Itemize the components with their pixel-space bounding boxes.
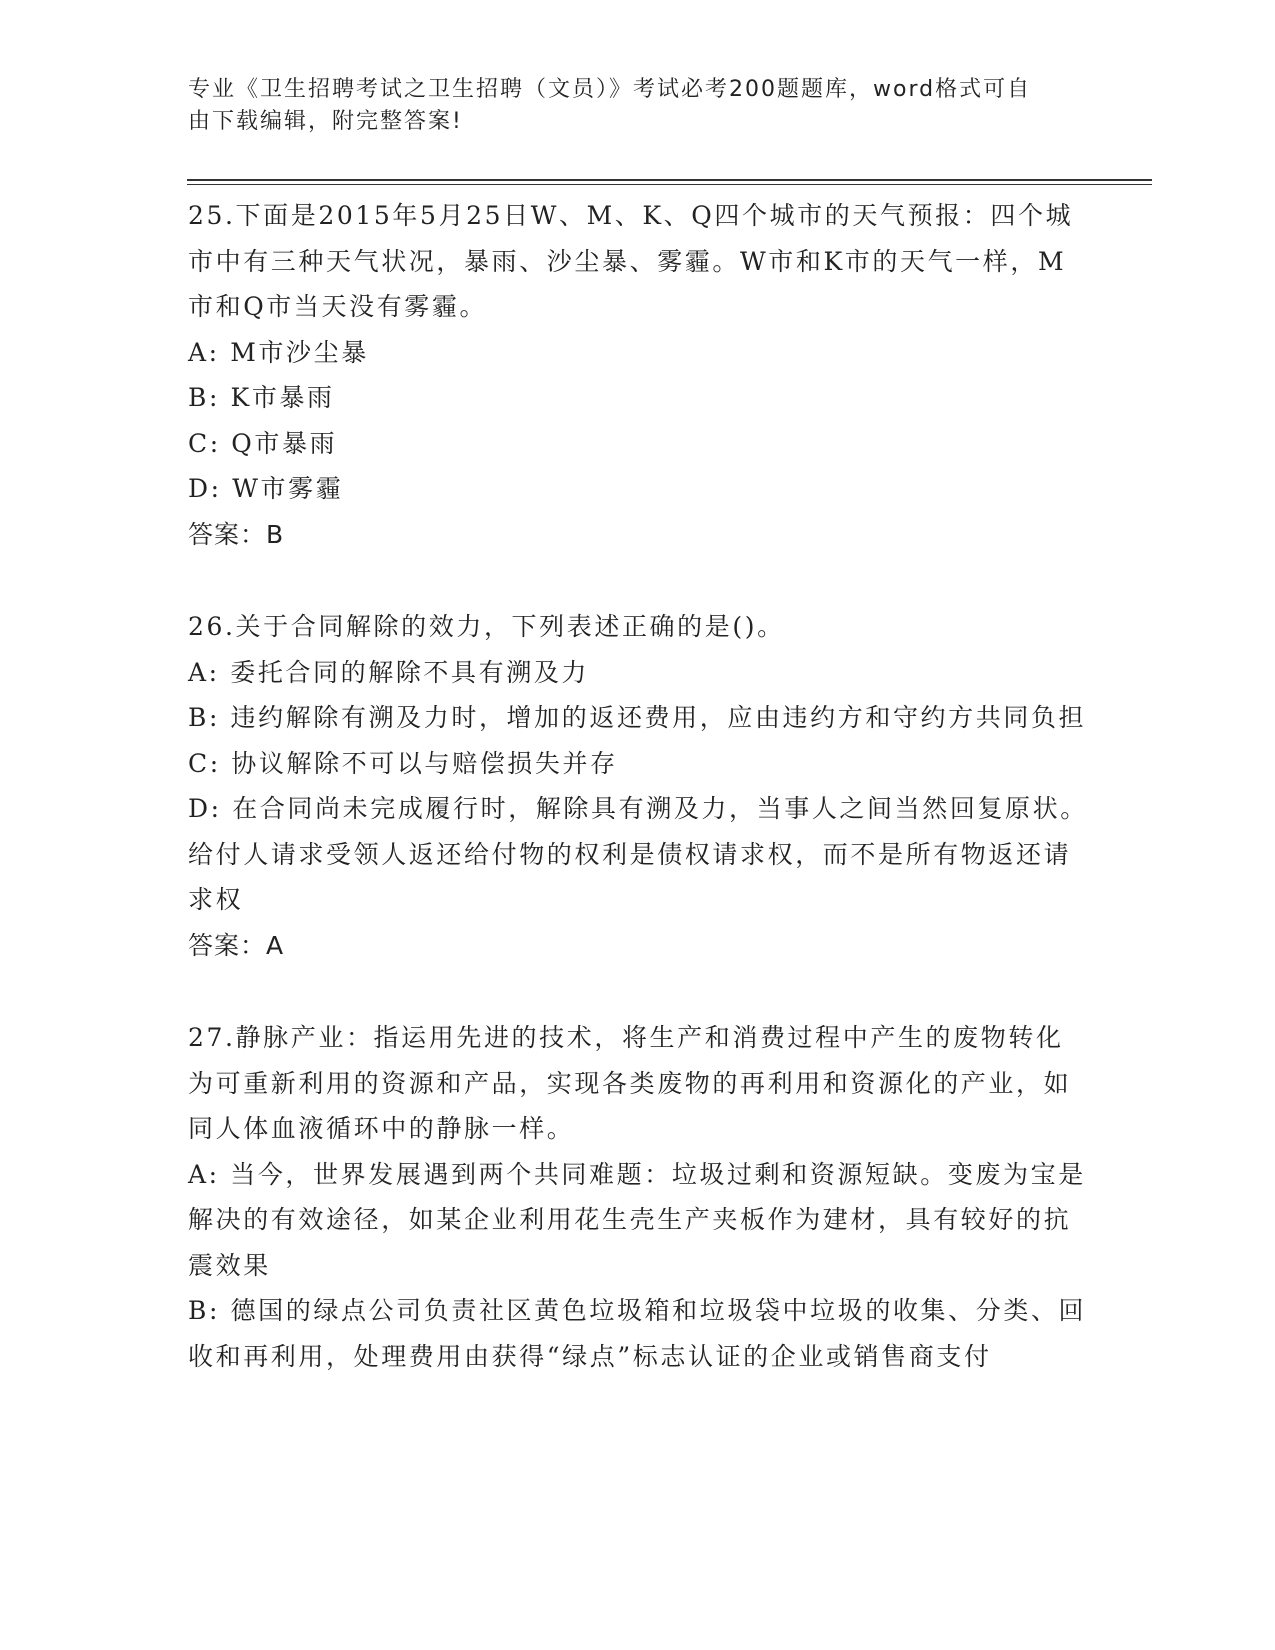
question-25 <box>188 193 1088 557</box>
header-divider-thick <box>187 179 1152 181</box>
option-b: B: 违约解除有溯及力时，增加的返还费用，应由违约方和守约方共同负担 <box>188 703 1087 732</box>
header-line-2: 由下载编辑，附完整答案! <box>188 109 463 134</box>
option-c: C: 协议解除不可以与赔偿损失并存 <box>188 748 618 778</box>
question-stem: 25.下面是2015年5月25日W、M、K、Q四个城市的天气预报：四个城市中有三种天气状况，暴雨、沙尘暴、雾霾。W市和K市的天气一样，M市和Q市当天没有雾霾。 <box>188 201 1074 321</box>
question-spacer <box>188 968 1088 1015</box>
option-a: A: 当今，世界发展遇到两个共同难题：垃圾过剩和资源短缺。变废为宝是解决的有效途径，如某企业利用花生壳生产夹板作为建材，具有较好的抗震效果 <box>188 1159 1086 1280</box>
answer-label: 答案：B <box>188 519 285 549</box>
option-d: D: 在合同尚未完成履行时，解除具有溯及力，当事人之间当然回复原状。给付人请求受领人返还给付物的权利是债权请求权，而不是所有物返还请求权 <box>188 794 1088 914</box>
header-divider-thin <box>187 184 1152 185</box>
answer-label: 答案：A <box>188 930 285 960</box>
question-26 <box>188 604 1088 968</box>
question-27 <box>188 1015 1088 1379</box>
option-c: C: Q市暴雨 <box>188 428 338 458</box>
option-a: A: M市沙尘暴 <box>188 337 369 367</box>
option-b: B: 德国的绿点公司负责社区黄色垃圾箱和垃圾袋中垃圾的收集、分类、回收和再利用，处理费用由获得“绿点”标志认证的企业或销售商支付 <box>188 1296 1087 1371</box>
document-header <box>188 74 1068 138</box>
question-stem: 26.关于合同解除的效力，下列表述正确的是()。 <box>188 612 785 641</box>
question-spacer <box>188 557 1088 604</box>
question-stem: 27.静脉产业：指运用先进的技术，将生产和消费过程中产生的废物转化为可重新利用的资源和产品，实现各类废物的再利用和资源化的产业，如同人体血液循环中的静脉一样。 <box>188 1023 1072 1143</box>
option-d: D: W市雾霾 <box>188 474 344 503</box>
option-a: A: 委托合同的解除不具有溯及力 <box>188 657 590 687</box>
question-list <box>188 193 1088 1379</box>
option-b: B: K市暴雨 <box>188 383 335 412</box>
header-line-1: 专业《卫生招聘考试之卫生招聘（文员）》考试必考200题题库，word格式可自 <box>188 77 1032 102</box>
